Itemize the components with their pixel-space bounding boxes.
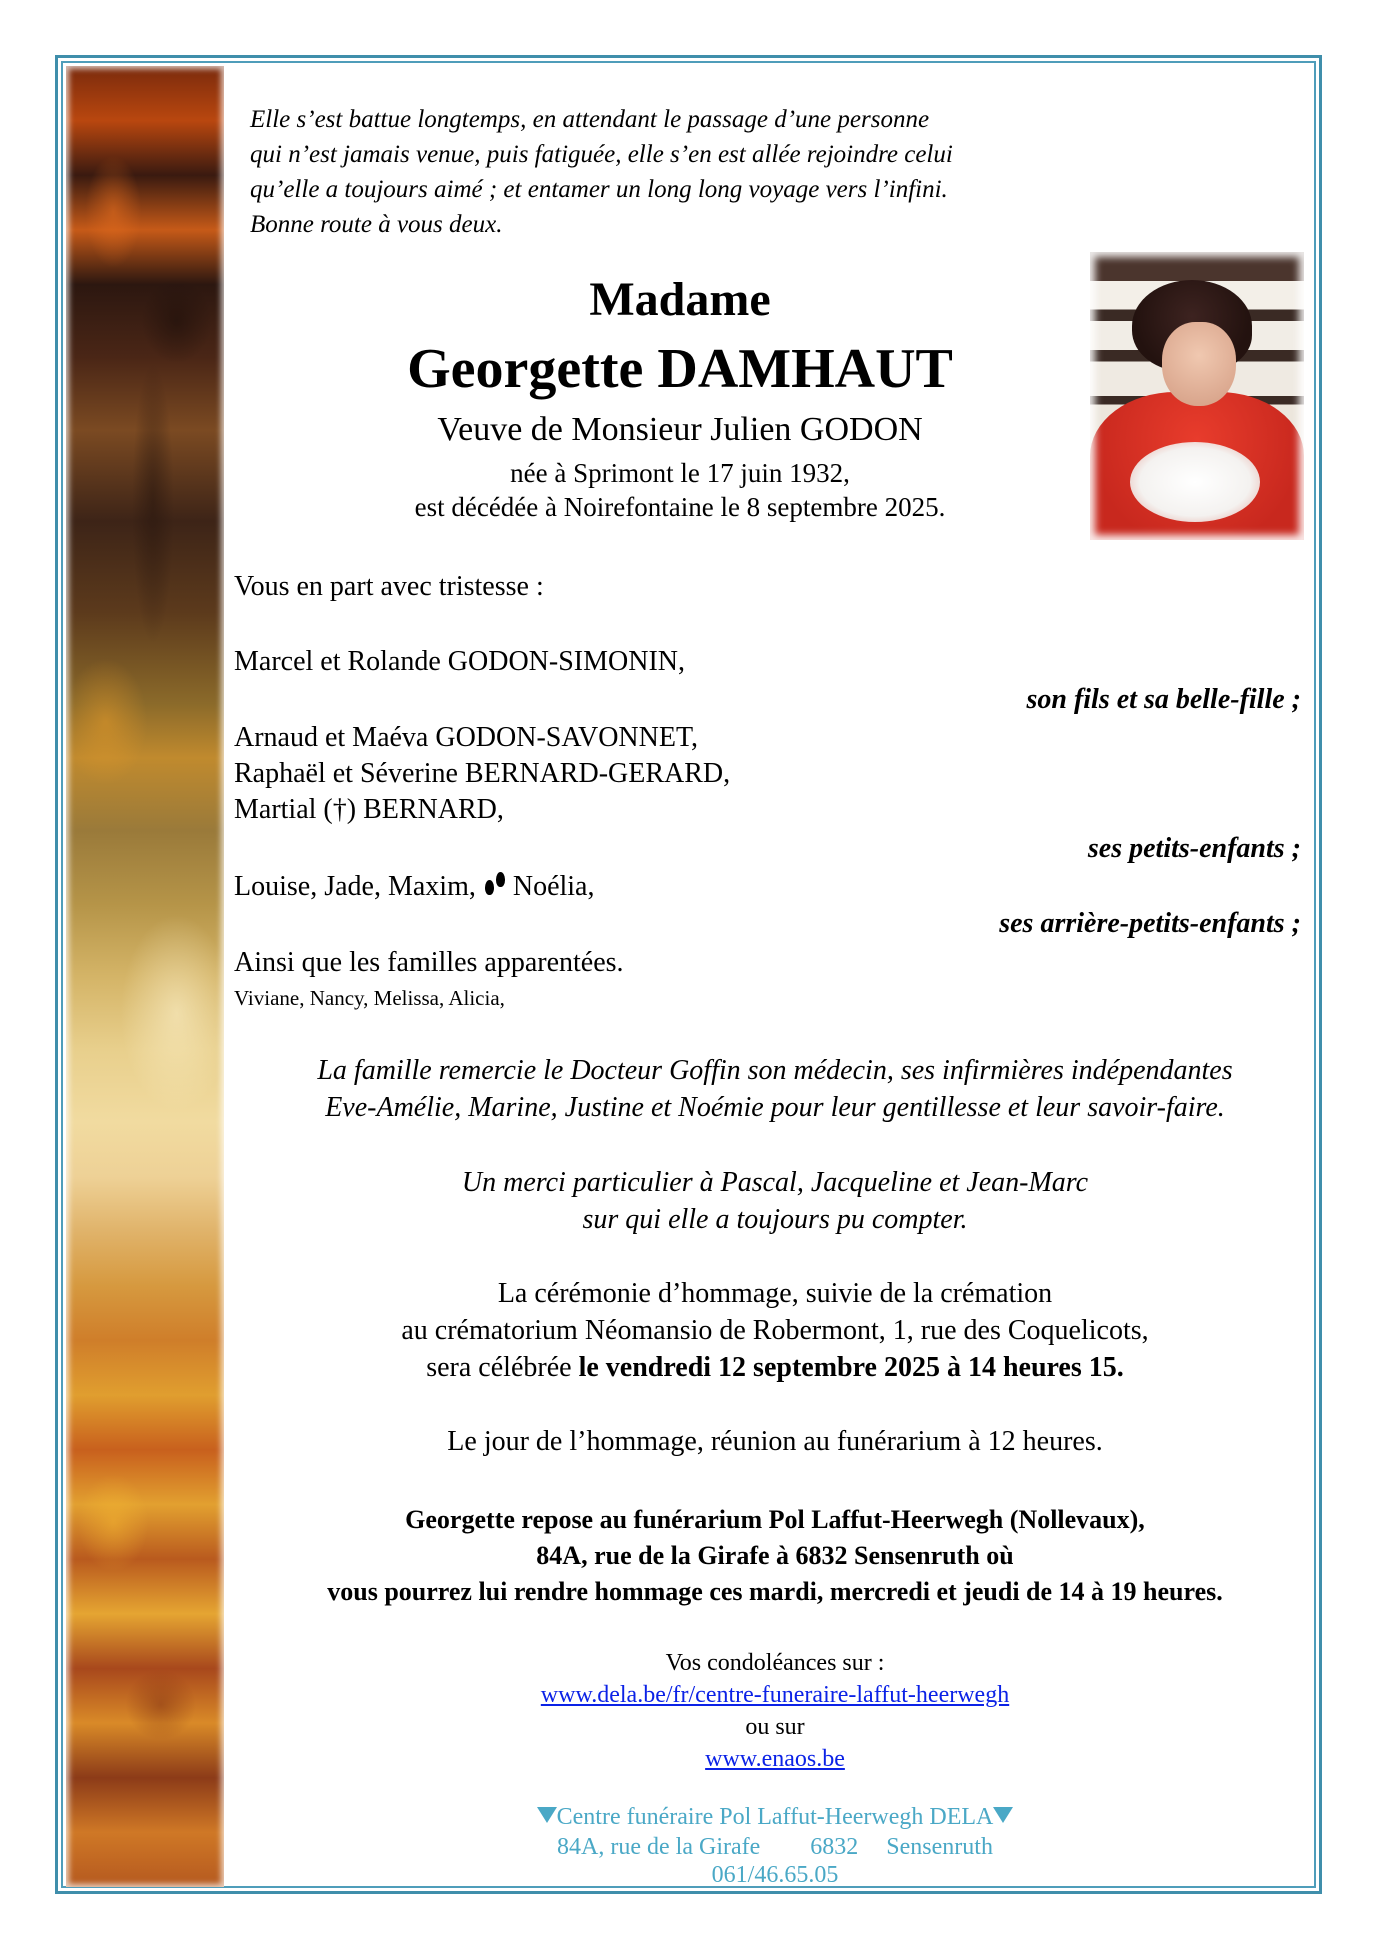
poem-line: qu’elle a toujours aimé ; et entamer un long long voyage vers l’infini.: [250, 176, 948, 203]
poem-line: Bonne route à vous deux.: [250, 211, 503, 238]
autumn-forest-image: [66, 66, 224, 1887]
condolences-link-row: [240, 1743, 1310, 1775]
baby-feet-icon: [483, 871, 507, 899]
deceased-title: Madame: [589, 273, 771, 326]
meeting-info: Le jour de l’hommage, réunion au funérarium à 12 heures.: [447, 1426, 1103, 1457]
address-street: 84A, rue de la Girafe: [557, 1834, 761, 1860]
family-relation: son fils et sa belle-fille ;: [1026, 684, 1301, 715]
extended-family: Ainsi que les familles apparentées.: [234, 947, 624, 978]
portrait-photo: [1090, 252, 1304, 540]
photo-chair-background: [1090, 252, 1304, 540]
triangle-down-icon: [537, 1807, 557, 1823]
family-member-line: [234, 870, 594, 904]
enaos-link[interactable]: www.enaos.be: [705, 1746, 845, 1772]
family-lead: Vous en part avec tristesse :: [234, 571, 544, 602]
photo-hair: [1132, 280, 1252, 372]
condolences-label: Vos condoléances sur :: [665, 1650, 885, 1676]
special-thanks-line: sur qui elle a toujours pu compter.: [582, 1204, 968, 1235]
photo-red-blouse: [1090, 392, 1304, 540]
family-member: Marcel et Rolande GODON-SIMONIN,: [234, 646, 686, 677]
poem-line: qui n’est jamais venue, puis fatiguée, elle s’en est allée rejoindre celui: [250, 141, 953, 168]
ceremony-line: au crématorium Néomansio de Robermont, 1, rue des Coquelicots,: [401, 1315, 1149, 1346]
poem: [250, 102, 953, 242]
condolences-link-row: [240, 1679, 1310, 1711]
family-member: Louise, Jade, Maxim,: [234, 871, 476, 902]
poem-line: Elle s’est battue longtemps, en attendant le passage d’une personne: [250, 106, 930, 133]
repose-line: vous pourrez lui rendre hommage ces mardi, mercredi et jeudi de 14 à 19 heures.: [327, 1577, 1223, 1606]
special-thanks-line: Un merci particulier à Pascal, Jacqueline et Jean-Marc: [461, 1167, 1089, 1198]
triangle-down-icon: [993, 1807, 1013, 1823]
family-member: Arnaud et Maéva GODON-SAVONNET,: [234, 722, 698, 753]
family-relation: ses arrière-petits-enfants ;: [999, 908, 1301, 939]
thanks-line: Eve-Amélie, Marine, Justine et Noémie pour leur gentillesse et leur savoir-faire.: [325, 1092, 1225, 1123]
ceremony-line: La cérémonie d’hommage, suivie de la crémation: [497, 1278, 1053, 1309]
ceremony-date-line: [240, 1349, 1310, 1386]
condolences-or: ou sur: [745, 1714, 805, 1740]
repose-line: Georgette repose au funérarium Pol Laffut-Heerwegh (Nollevaux),: [405, 1505, 1145, 1534]
photo-face: [1162, 322, 1236, 406]
funeral-home-name-row: [240, 1802, 1310, 1832]
funeral-home-phone: 061/46.65.05: [711, 1862, 839, 1888]
ceremony-prefix: sera célébrée: [426, 1352, 572, 1383]
address-city: Sensenruth: [886, 1834, 993, 1860]
family-relation: ses petits-enfants ;: [1087, 833, 1301, 864]
family-member: Raphaël et Séverine BERNARD-GERARD,: [234, 758, 731, 789]
funeral-home-name: Centre funéraire Pol Laffut-Heerwegh DELA: [556, 1804, 994, 1830]
funeral-home-address: [240, 1832, 1310, 1862]
repose-line: 84A, rue de la Girafe à 6832 Sensenruth où: [536, 1541, 1014, 1570]
address-postcode: 6832: [810, 1834, 859, 1860]
death-info: est décédée à Noirefontaine le 8 septembre 2025.: [414, 492, 946, 522]
birth-info: née à Sprimont le 17 juin 1932,: [510, 458, 850, 488]
widow-of: Veuve de Monsieur Julien GODON: [437, 411, 923, 448]
thanks-line: La famille remercie le Docteur Goffin son médecin, ses infirmières indépendantes: [317, 1055, 1233, 1086]
family-member: Martial (†) BERNARD,: [234, 794, 504, 825]
ceremony-date: le vendredi 12 septembre 2025 à 14 heures 15.: [578, 1352, 1124, 1383]
extended-family-names: Viviane, Nancy, Melissa, Alicia,: [234, 986, 505, 1010]
family-member: Noélia,: [512, 871, 595, 902]
dela-condolences-link[interactable]: www.dela.be/fr/centre-funeraire-laffut-heerwegh: [540, 1682, 1010, 1708]
deceased-name: Georgette DAMHAUT: [407, 338, 953, 400]
photo-white-cat: [1130, 442, 1260, 522]
